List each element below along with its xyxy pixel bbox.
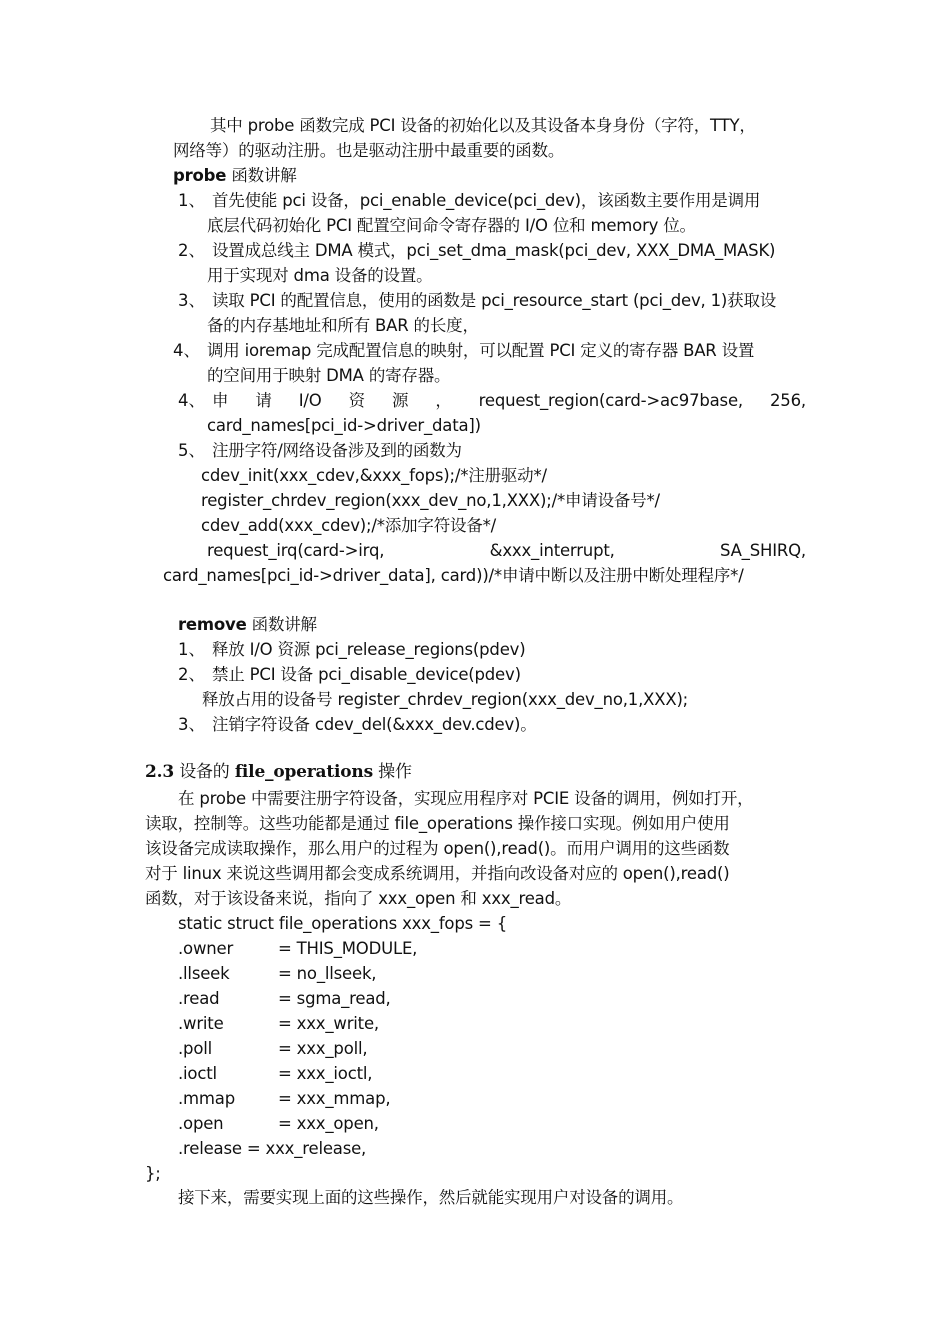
field-name: .ioctl bbox=[178, 1064, 217, 1083]
remove-step-2: 禁止 PCI 设备 pci_disable_device(pdev) bbox=[212, 665, 521, 684]
step-4b-line-1 bbox=[212, 388, 806, 413]
step-number: 2、 bbox=[178, 665, 205, 684]
justified-word: 资 bbox=[348, 391, 365, 410]
field-value: = xxx_mmap, bbox=[278, 1089, 391, 1108]
field-name: .llseek bbox=[178, 964, 230, 983]
step-number: 1、 bbox=[178, 640, 205, 659]
probe-heading-rest: 函数讲解 bbox=[226, 166, 297, 185]
section-title-post: 操作 bbox=[372, 762, 412, 782]
justified-word: 256, bbox=[770, 391, 806, 410]
section-heading bbox=[145, 760, 412, 785]
irq-line-2: card_names[pci_id->driver_data], card))/*申请中断以及注册中断处理程序*/ bbox=[163, 566, 744, 585]
probe-heading bbox=[173, 163, 297, 188]
step-1-line-1: 首先使能 pci 设备，pci_enable_device(pci_dev)，该函数主要作用是调用 bbox=[212, 191, 761, 210]
para-line-4: 对于 linux 来说这些调用都会变成系统调用，并指向改设备对应的 open(),read() bbox=[145, 864, 730, 883]
section-title-pre: 设备的 bbox=[179, 762, 235, 782]
code-field bbox=[178, 1111, 379, 1136]
step-number: 1、 bbox=[178, 191, 205, 210]
step-number: 4、 bbox=[173, 341, 200, 360]
remove-heading-bold: remove bbox=[178, 615, 247, 634]
justified-word: request_irq(card->irq, bbox=[207, 541, 385, 560]
justified-word: ， bbox=[435, 391, 452, 410]
step-number: 3、 bbox=[178, 291, 205, 310]
step-3-line-1: 读取 PCI 的配置信息，使用的函数是 pci_resource_start (pci_dev, 1)获取设 bbox=[212, 291, 777, 310]
field-value: = xxx_open, bbox=[278, 1114, 379, 1133]
para-line-3: 该设备完成读取操作，那么用户的过程为 open(),read()。而用户调用的这些函数 bbox=[145, 839, 730, 858]
justified-word: 申 bbox=[212, 391, 229, 410]
probe-heading-bold: probe bbox=[173, 166, 227, 185]
step-number: 5、 bbox=[178, 441, 205, 460]
step-1-line-2: 底层代码初始化 PCI 配置空间命令寄存器的 I/O 位和 memory 位。 bbox=[207, 216, 696, 235]
intro-line-2: 网络等）的驱动注册。也是驱动注册中最重要的函数。 bbox=[173, 141, 565, 160]
code-line: cdev_init(xxx_cdev,&xxx_fops);/*注册驱动*/ bbox=[201, 466, 547, 485]
remove-sub-line: 释放占用的设备号 register_chrdev_region(xxx_dev_no,1,XXX); bbox=[202, 690, 689, 709]
field-value: = xxx_ioctl, bbox=[278, 1064, 373, 1083]
justified-word: 请 bbox=[255, 391, 272, 410]
code-field bbox=[178, 986, 391, 1011]
section-title-bold: file_operations bbox=[234, 762, 373, 782]
closing-line: 接下来，需要实现上面的这些操作，然后就能实现用户对设备的调用。 bbox=[178, 1188, 684, 1207]
step-4-line-2: 的空间用于映射 DMA 的寄存器。 bbox=[207, 366, 451, 385]
step-number: 2、 bbox=[178, 241, 205, 260]
justified-word: SA_SHIRQ, bbox=[720, 541, 806, 560]
justified-word: &xxx_interrupt, bbox=[489, 541, 615, 560]
remove-heading-rest: 函数讲解 bbox=[246, 615, 317, 634]
remove-heading bbox=[178, 612, 317, 637]
field-name: .poll bbox=[178, 1039, 212, 1058]
field-value: = xxx_poll, bbox=[278, 1039, 368, 1058]
field-value: = sgma_read, bbox=[278, 989, 391, 1008]
intro-line-1: 其中 probe 函数完成 PCI 设备的初始化以及其设备本身身份（字符，TTY， bbox=[210, 116, 756, 135]
code-line: cdev_add(xxx_cdev);/*添加字符设备*/ bbox=[201, 516, 497, 535]
step-4-line-1: 调用 ioremap 完成配置信息的映射，可以配置 PCI 定义的寄存器 BAR 设置 bbox=[207, 341, 755, 360]
step-4b-line-2: card_names[pci_id->driver_data]) bbox=[207, 416, 481, 435]
remove-step-1: 释放 I/O 资源 pci_release_regions(pdev) bbox=[212, 640, 526, 659]
field-value: = no_llseek, bbox=[278, 964, 377, 983]
code-field bbox=[178, 961, 376, 986]
code-release-line: .release = xxx_release, bbox=[178, 1139, 367, 1158]
justified-word: I/O bbox=[298, 391, 322, 410]
step-number: 3、 bbox=[178, 715, 205, 734]
code-line: register_chrdev_region(xxx_dev_no,1,XXX);/*申请设备号*/ bbox=[201, 491, 660, 510]
code-struct-close: }; bbox=[145, 1164, 161, 1183]
code-struct-open: static struct file_operations xxx_fops = { bbox=[178, 914, 508, 933]
field-value: = THIS_MODULE, bbox=[278, 939, 418, 958]
field-name: .mmap bbox=[178, 1089, 235, 1108]
field-name: .write bbox=[178, 1014, 224, 1033]
remove-step-3: 注销字符设备 cdev_del(&xxx_dev.cdev)。 bbox=[212, 715, 537, 734]
code-field bbox=[178, 1086, 390, 1111]
step-2-line-1: 设置成总线主 DMA 模式，pci_set_dma_mask(pci_dev, XXX_DMA_MASK) bbox=[212, 241, 776, 260]
step-number: 4、 bbox=[178, 391, 205, 410]
section-number: 2.3 bbox=[145, 762, 174, 782]
irq-line-1 bbox=[207, 538, 806, 563]
field-name: .open bbox=[178, 1114, 224, 1133]
code-field bbox=[178, 1011, 379, 1036]
para-line-5: 函数，对于该设备来说，指向了 xxx_open 和 xxx_read。 bbox=[145, 889, 572, 908]
step-2-line-2: 用于实现对 dma 设备的设置。 bbox=[207, 266, 433, 285]
justified-word: 源 bbox=[391, 391, 409, 410]
justified-word: request_region(card->ac97base, bbox=[478, 391, 743, 410]
step-5-line-1: 注册字符/网络设备涉及到的函数为 bbox=[212, 441, 462, 460]
step-3-line-2: 备的内存基地址和所有 BAR 的长度， bbox=[207, 316, 479, 335]
field-value: = xxx_write, bbox=[278, 1014, 379, 1033]
code-field bbox=[178, 936, 417, 961]
field-name: .owner bbox=[178, 939, 234, 958]
code-field bbox=[178, 1061, 372, 1086]
para-line-2: 读取，控制等。这些功能都是通过 file_operations 操作接口实现。例如用户使用 bbox=[145, 814, 730, 833]
para-line-1: 在 probe 中需要注册字符设备，实现应用程序对 PCIE 设备的调用，例如打开， bbox=[178, 789, 754, 808]
code-field bbox=[178, 1036, 367, 1061]
field-name: .read bbox=[178, 989, 220, 1008]
